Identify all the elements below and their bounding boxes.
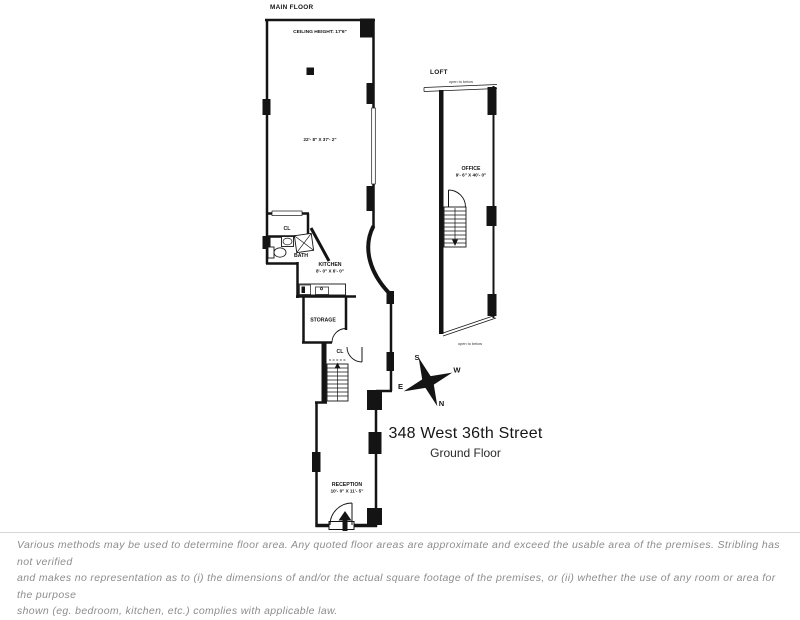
wall-pier	[387, 291, 395, 304]
loft-label: LOFT	[430, 69, 448, 76]
wall-pier	[488, 294, 497, 316]
window	[272, 211, 302, 216]
wall	[439, 90, 444, 334]
angled-wall	[311, 228, 329, 261]
wall-pier	[367, 83, 375, 104]
compass-s-label: S	[414, 353, 420, 362]
bath-label: BATH	[294, 253, 309, 259]
column	[307, 68, 315, 76]
door-opening	[329, 522, 354, 530]
bathroom	[263, 228, 330, 264]
footer-divider	[0, 532, 800, 533]
wall-pier	[488, 87, 497, 115]
open-to-below-bottom-label: open to below	[457, 341, 483, 346]
window	[372, 108, 376, 184]
door-arc	[347, 347, 362, 362]
open-to-below-top-label: open to below	[448, 79, 474, 84]
disclaimer-line: and makes no representation as to (i) the dimensions of and/or the actual square footage of the premises, or (ii) whether the use of any room or area for the purpose	[17, 572, 776, 601]
main-floor-label: MAIN FLOOR	[270, 4, 314, 11]
closet-1	[266, 211, 309, 237]
storage-label: STORAGE	[310, 317, 336, 324]
compass-w-label: W	[453, 365, 461, 375]
address-title: 348 West 36th Street	[388, 425, 543, 442]
wall-pier	[263, 99, 271, 115]
compass-e-label: E	[397, 382, 404, 391]
wall-pier	[367, 390, 382, 410]
compass-star-icon	[394, 348, 461, 415]
floor-subtitle: Ground Floor	[430, 446, 501, 460]
door-arc	[332, 329, 346, 343]
disclaimer-line: Various methods may be used to determine floor area. Any quoted floor areas are approximate and exceed the usable area of the premises. Stribling has not verified	[17, 539, 780, 568]
office-dimensions: 9'- 6" X 40'- 0"	[455, 172, 487, 178]
stairs-icon	[327, 363, 348, 402]
stove-burner-icon	[302, 287, 306, 294]
ceiling-height-label: CEILING HEIGHT: 17'6"	[293, 30, 347, 35]
hall-and-stairs	[322, 343, 363, 403]
curved-wall	[368, 226, 391, 295]
shower-icon	[294, 233, 313, 252]
wall-pier	[312, 452, 321, 472]
wall	[322, 343, 327, 403]
toilet-icon	[274, 248, 286, 257]
toilet-tank-icon	[268, 247, 274, 258]
open-edge	[443, 318, 496, 336]
closet2-label: CL	[336, 349, 344, 355]
wall-pier	[487, 206, 497, 226]
kitchen-dimensions: 8'- 0" X 6'- 0"	[316, 268, 344, 274]
door-arc	[449, 190, 466, 207]
wall-pier	[367, 186, 375, 211]
loft-stairs-icon	[444, 207, 466, 247]
storage-room	[302, 297, 346, 343]
open-edge	[424, 85, 497, 88]
loft-plan	[424, 69, 497, 346]
main-room	[263, 19, 376, 265]
wall-pier	[367, 508, 382, 525]
wall-pier	[360, 19, 374, 38]
main-room-dimensions: 22'- 8" X 37'- 2"	[303, 137, 337, 142]
compass-n-label: N	[438, 399, 445, 408]
reception-label: RECEPTION	[331, 482, 363, 488]
disclaimer-line: shown (eg. bedroom, kitchen, etc.) complies with applicable law.	[17, 605, 338, 617]
mid-right-wall	[376, 291, 394, 391]
wall-pier	[387, 352, 395, 371]
office-label: OFFICE	[461, 166, 481, 172]
closet1-label: CL	[283, 226, 291, 232]
plan-title-block	[358, 425, 573, 460]
open-edge	[424, 89, 497, 92]
kitchen-label: KITCHEN	[318, 262, 342, 268]
compass-rose	[394, 348, 461, 415]
reception-room	[312, 390, 382, 531]
disclaimer-text	[17, 537, 792, 620]
reception-dimensions: 10'- 0" X 11'- 5"	[330, 488, 364, 494]
open-edge	[443, 315, 496, 333]
